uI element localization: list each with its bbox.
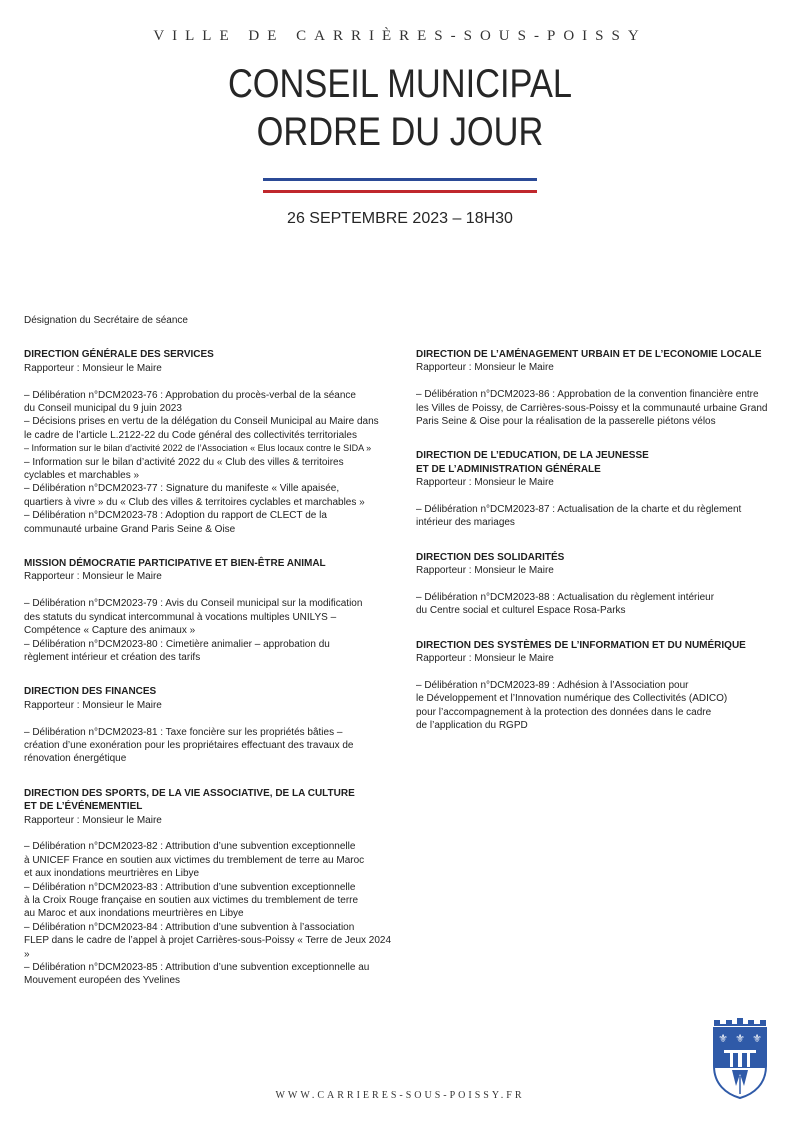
section-title: DIRECTION GÉNÉRALE DES SERVICES	[24, 349, 214, 361]
rapporteur: Rapporteur : Monsieur le Maire	[416, 565, 554, 577]
city-crest-icon	[710, 1016, 770, 1100]
meeting-date: 26 SEPTEMBRE 2023 – 18H30	[287, 210, 513, 227]
section-title: DIRECTION DES SOLIDARITÉS	[416, 551, 565, 563]
agenda-item: – Délibération n°DCM2023-81 : Taxe foncière sur les propriétés bâties – création d’une exonération pour les propriétaires effectuant des travaux de rénovation énergétique	[24, 726, 354, 765]
section-democratie	[24, 557, 396, 664]
rapporteur: Rapporteur : Monsieur le Maire	[24, 362, 162, 374]
section-title: DIRECTION DES SYSTÈMES DE L’INFORMATION ET DU NUMÉRIQUE	[416, 639, 746, 651]
agenda-item: – Décisions prises en vertu de la délégation du Conseil Municipal au Maire dans le cadre de l’article L.2122-22 du Code général des collectivités territoriales	[24, 416, 379, 441]
section-title: DIRECTION DES SPORTS, DE LA VIE ASSOCIATIVE, DE LA CULTURE ET DE L’ÉVÉNEMENTIEL	[24, 787, 355, 813]
section-numerique	[416, 639, 778, 733]
agenda-item: – Délibération n°DCM2023-76 : Approbation du procès-verbal de la séance du Conseil municipal du 9 juin 2023	[24, 389, 356, 415]
section-solidarites	[416, 551, 778, 618]
section-amenagement	[416, 348, 778, 428]
section-title: MISSION DÉMOCRATIE PARTICIPATIVE ET BIEN-ÊTRE ANIMAL	[24, 558, 326, 570]
svg-text:⚜: ⚜	[735, 1032, 745, 1045]
agenda-item: – Délibération n°DCM2023-77 : Signature du manifeste « Ville apaisée, quartiers à vivre » du « Club des villes & territoires cyclables et marchables »	[24, 483, 365, 508]
agenda-item: – Information sur le bilan d’activité 2022 du « Club des villes & territoires cyclables et marchables »	[24, 456, 344, 482]
rapporteur: Rapporteur : Monsieur le Maire	[416, 477, 554, 489]
agenda-item: – Délibération n°DCM2023-80 : Cimetière animalier – approbation du règlement intérieur et création des tarifs	[24, 638, 330, 663]
rapporteur: Rapporteur : Monsieur le Maire	[416, 362, 554, 374]
svg-text:⚜: ⚜	[752, 1032, 762, 1045]
flag-stripe-red	[263, 190, 537, 193]
svg-text:⚜: ⚜	[718, 1032, 728, 1045]
agenda-item: – Délibération n°DCM2023-79 : Avis du Conseil municipal sur la modification des statuts du syndicat intercommunal à vocations multiples UNILYS – Compétence « Capture des animaux »	[24, 598, 363, 637]
agenda-item: – Délibération n°DCM2023-87 : Actualisation de la charte et du règlement intérieur des mariages	[416, 504, 742, 529]
section-title: DIRECTION DES FINANCES	[24, 686, 157, 698]
section-education	[416, 449, 778, 529]
rapporteur: Rapporteur : Monsieur le Maire	[24, 571, 162, 583]
left-column	[24, 314, 396, 1009]
agenda-item: – Délibération n°DCM2023-82 : Attribution d’une subvention exceptionnelle à UNICEF France en soutien aux victimes du tremblement de terre au Maroc et aux inondations meurtrières en Libye	[24, 841, 365, 880]
agenda-item: – Délibération n°DCM2023-88 : Actualisation du règlement intérieur du Centre social et culturel Espace Rosa-Parks	[416, 592, 715, 617]
city-name: VILLE DE CARRIÈRES-SOUS-POISSY	[153, 28, 647, 44]
section-title: DIRECTION DE L’EDUCATION, DE LA JEUNESSE ET DE L’ADMINISTRATION GÉNÉRALE	[416, 450, 649, 475]
page-title	[56, 60, 744, 156]
section-finances	[24, 685, 396, 765]
agenda-item: – Délibération n°DCM2023-86 : Approbation de la convention financière entre les Villes de Poissy, de Carrières-sous-Poissy et la communauté urbaine Grand Paris Seine & Oise pour la réalisation de la passerelle piétons vélos	[416, 389, 768, 428]
section-sports	[24, 787, 396, 988]
section-title: DIRECTION DE L’AMÉNAGEMENT URBAIN ET DE L’ECONOMIE LOCALE	[416, 349, 762, 360]
title-line-2: ORDRE DU JOUR	[256, 110, 544, 154]
agenda-item: – Délibération n°DCM2023-89 : Adhésion à l’Association pour le Développement et l’Innovation numérique des Collectivités (ADICO) pour l’accompagnement à la protection des données dans le cadre de l’application du RGPD	[416, 680, 728, 732]
rapporteur: Rapporteur : Monsieur le Maire	[24, 699, 162, 711]
agenda-item: – Information sur le bilan d’activité 2022 de l’Association « Elus locaux contre le SIDA »	[24, 443, 372, 454]
website[interactable]: WWW.CARRIERES-SOUS-POISSY.FR	[275, 1090, 525, 1101]
right-column	[416, 348, 778, 754]
flag-stripe-blue	[263, 178, 537, 181]
agenda-item: – Délibération n°DCM2023-78 : Adoption du rapport de CLECT de la communauté urbaine Grand Paris Seine & Oise	[24, 510, 327, 535]
section-dgs	[24, 348, 396, 536]
agenda-item: – Délibération n°DCM2023-83 : Attribution d’une subvention exceptionnelle à la Croix Rouge française en soutien aux victimes du tremblement de terre au Maroc et aux inondations meurtrières en Libye	[24, 881, 359, 920]
agenda-item: – Délibération n°DCM2023-84 : Attribution d’une subvention à l’association FLEP dans le cadre de l’appel à projet Carrières-sous-Poissy « Terre de Jeux 2024 »	[24, 921, 392, 960]
agenda-item: – Délibération n°DCM2023-85 : Attribution d’une subvention exceptionnelle au Mouvement européen des Yvelines	[24, 962, 370, 987]
rapporteur: Rapporteur : Monsieur le Maire	[416, 653, 554, 665]
designation: Désignation du Secrétaire de séance	[24, 315, 188, 326]
rapporteur: Rapporteur : Monsieur le Maire	[24, 814, 162, 826]
title-line-1: CONSEIL MUNICIPAL	[227, 62, 573, 106]
